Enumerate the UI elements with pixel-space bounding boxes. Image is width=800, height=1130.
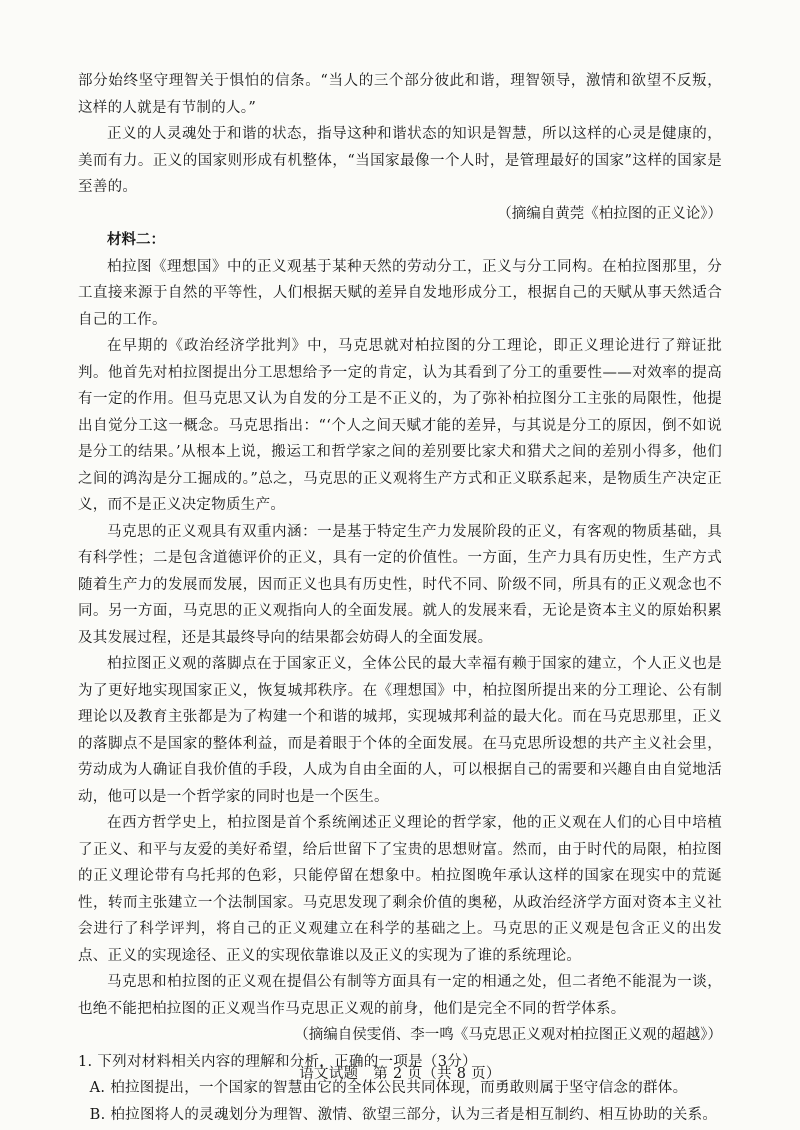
- material-2-paragraph: 在西方哲学史上，柏拉图是首个系统阐述正义理论的哲学家，他的正义观在人们的心目中培植了正义、和平与友爱的美好希望，给后世留下了宝贵的思想财富。然而，由于时代的局限，柏拉图的正义理论带有乌托邦的色彩，只能停留在想象中。柏拉图晚年承认这样的国家在现实中的荒诞性，转而主张建立一个法制国家。马克思发现了剩余价值的奥秘，从政治经济学方面对资本主义社会进行了科学评判，将自己的正义观建立在科学的基础之上。马克思的正义观是包含正义的出发点、正义的实现途径、正义的实现依靠谁以及正义的实现为了谁的系统理论。: [78, 815, 722, 964]
- material-2: [78, 227, 722, 1049]
- material-2-paragraph: 在早期的《政治经济学批判》中，马克思就对柏拉图的分工理论，即正义理论进行了辩证批判。他首先对柏拉图提出分工思想给予一定的肯定，认为其看到了分工的重要性——对效率的提高有一定的作用。但马克思又认为自发的分工是不正义的，为了弥补柏拉图分工主张的局限性，他提出自觉分工这一概念。马克思指出：“‘个人之间天赋才能的差异，与其说是分工的原因，倒不如说是分工的结果。’从根本上说，搬运工和哲学家之间的差别要比家犬和猎犬之间的差别小得多，他们之间的鸿沟是分工掘成的。”总之，马克思的正义观将生产方式和正义联系起来，是物质生产决定正义，而不是正义决定物质生产。: [78, 338, 722, 513]
- material-2-paragraph: 马克思的正义观具有双重内涵：一是基于特定生产力发展阶段的正义，有客观的物质基础，具有科学性；二是包含道德评价的正义，具有一定的价值性。一方面，生产力具有历史性，生产方式随着生产力的发展而发展，因而正义也具有历史性，时代不同、阶级不同，所具有的正义观念也不同。另一方面，马克思的正义观指向人的全面发展。就人的发展来看，无论是资本主义的原始积累及其发展过程，还是其最终导向的结果都会妨碍人的全面发展。: [78, 523, 722, 646]
- question-option-b: B. 柏拉图将人的灵魂划分为理智、激情、欲望三部分，认为三者是相互制约、相互协助的关系。: [89, 1106, 718, 1123]
- question-option-a: A. 柏拉图提出，一个国家的智慧由它的全体公民共同体现，而勇敢则属于坚守信念的群体。: [89, 1080, 688, 1096]
- source-citation-1: （摘编自黄莞《柏拉图的正义论》）: [497, 205, 722, 222]
- material-2-heading: 材料二：: [107, 231, 165, 248]
- intro-paragraph: 部分始终坚守理智关于惧怕的信条。“当人的三个部分彼此和谐，理智领导，激情和欲望不反叛，这样的人就是有节制的人。”: [78, 73, 722, 116]
- question-stem: 1. 下列对材料相关内容的理解和分析，正确的一项是（3分）: [78, 1053, 477, 1070]
- material-1-continuation: [78, 68, 722, 227]
- material-2-paragraph: 柏拉图《理想国》中的正义观基于某种天然的劳动分工，正义与分工同构。在柏拉图那里，分工直接来源于自然的平等性，人们根据天赋的差异自发地形成分工，根据自己的天赋从事天然适合自己的工作。: [78, 258, 722, 328]
- material-2-paragraph: 柏拉图正义观的落脚点在于国家正义，全体公民的最大幸福有赖于国家的建立，个人正义也是为了更好地实现国家正义，恢复城邦秩序。在《理想国》中，柏拉图所提出来的分工理论、公有制理论以及教育主张都是为了构建一个和谐的城邦，实现城邦利益的最大化。而在马克思那里，正义的落脚点不是国家的整体利益，而是着眼于个体的全面发展。在马克思所设想的共产主义社会里，劳动成为人确证自我价值的手段，人成为自由全面的人，可以根据自己的需要和兴趣自由自觉地活动，他可以是一个哲学家的同时也是一个医生。: [78, 656, 722, 805]
- intro-paragraph: 正义的人灵魂处于和谐的状态，指导这种和谐状态的知识是智慧，所以这样的心灵是健康的，美而有力。正义的国家则形成有机整体，“当国家最像一个人时，是管理最好的国家”这样的国家是至善的。: [78, 126, 722, 195]
- material-2-paragraph: 马克思和柏拉图的正义观在提倡公有制等方面具有一定的相通之处，但二者绝不能混为一谈，也绝不能把柏拉图的正义观当作马克思正义观的前身，他们是完全不同的哲学体系。: [78, 974, 722, 1017]
- source-citation-2: （摘编自侯雯俏、李一鸣《马克思正义观对柏拉图正义观的超越》）: [294, 1027, 722, 1043]
- page-footer: 语文试题 第 2 页（共 8 页）: [299, 1066, 501, 1082]
- question-1: [78, 1049, 722, 1129]
